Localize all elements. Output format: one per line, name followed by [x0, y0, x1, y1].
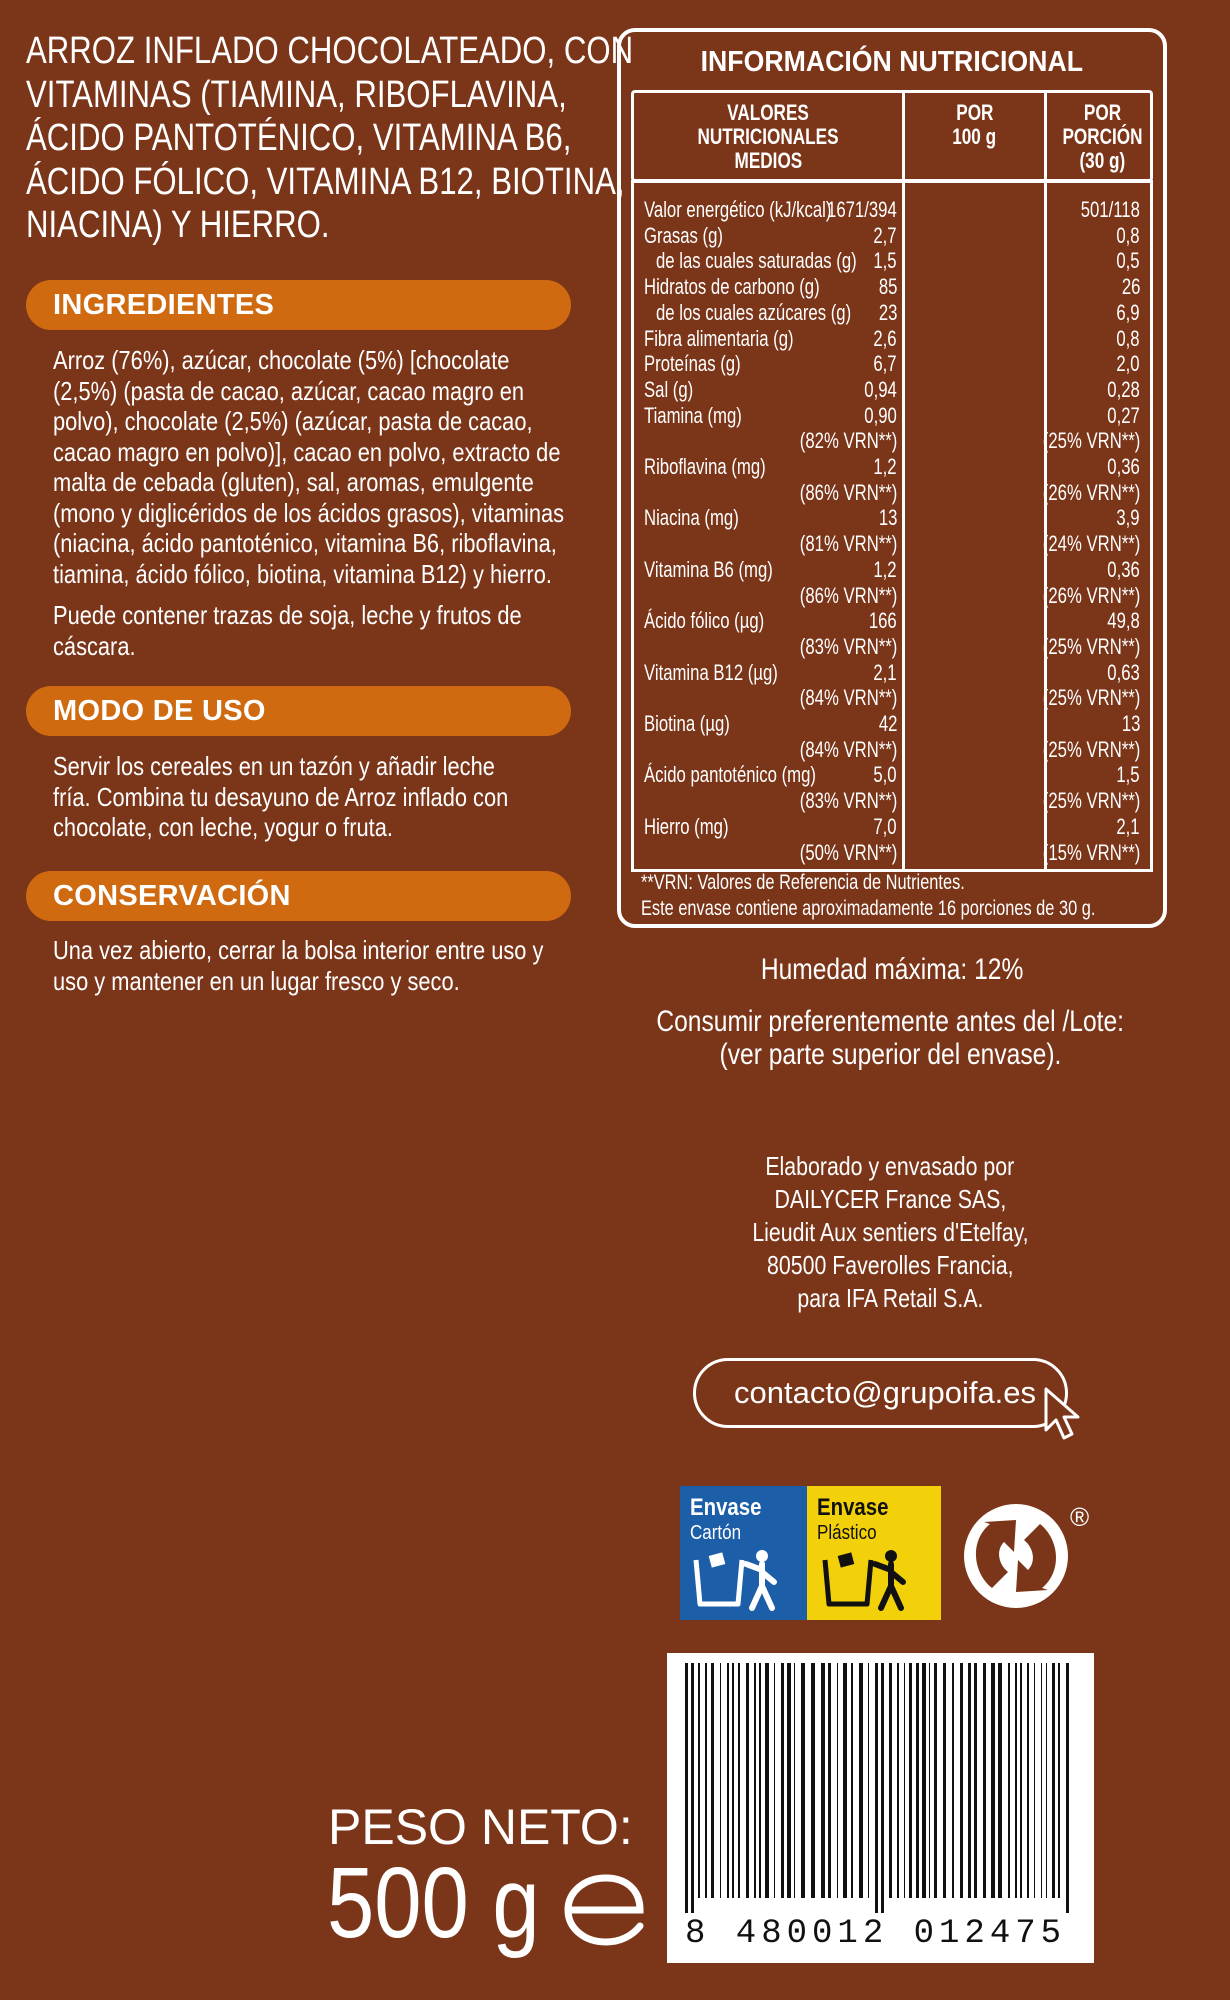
value-per-portion: 501/118 — [1080, 197, 1140, 222]
nutrition-row — [634, 505, 1150, 531]
ingredients-line: cacao magro en polvo)], cacao en polvo, extracto de — [53, 436, 561, 467]
nutrient-label: Sal (g) — [644, 376, 694, 402]
usage-title: MODO DE USO — [53, 695, 266, 727]
value-per-100g: 1,2 — [873, 556, 897, 582]
registered-mark: ® — [1070, 1502, 1090, 1532]
ingredients-line: polvo), chocolate (2,5%) (azúcar, pasta de cacao, — [53, 406, 533, 436]
value-per-portion: 0,27 — [1107, 402, 1140, 428]
nutrient-label: Vitamina B12 (µg) — [644, 659, 778, 685]
ingredients-line: Arroz (76%), azúcar, chocolate (5%) [chocolate — [53, 345, 510, 375]
value-per-100g: 1,5 — [873, 248, 897, 274]
ingredients-title: INGREDIENTES — [53, 289, 275, 321]
barcode-bar — [754, 1663, 756, 1898]
barcode-bar — [1058, 1663, 1060, 1898]
nutrition-row — [634, 454, 1150, 480]
nutrient-label: Riboflavina (mg) — [644, 454, 766, 479]
barcode-bar — [875, 1663, 878, 1913]
nutrition-row — [634, 634, 1150, 660]
nutrient-label: Tiamina (mg) — [644, 402, 742, 428]
value-per-portion: 0,5 — [1116, 248, 1140, 274]
storage-line: Una vez abierto, cerrar la bolsa interior entre uso y — [53, 935, 544, 965]
value-per-100g: 2,7 — [873, 222, 897, 248]
barcode-bar — [685, 1663, 688, 1913]
barcode-bar — [821, 1663, 825, 1898]
barcode-bar — [711, 1663, 714, 1898]
barcode-bar — [837, 1663, 838, 1898]
nutrient-label: Hidratos de carbono (g) — [644, 274, 820, 300]
value-per-100g: 2,1 — [873, 659, 897, 685]
barcode-bar — [968, 1663, 971, 1898]
nutrition-row — [634, 531, 1150, 557]
value-per-portion: 13 — [1121, 711, 1140, 736]
barcode-bar — [881, 1663, 884, 1913]
usage-text — [53, 751, 573, 843]
nutrient-label: Ácido pantoténico (mg) — [644, 762, 816, 788]
allergen-traces — [53, 600, 573, 661]
value-per-portion: 0,36 — [1107, 556, 1140, 582]
footnote-line: Este envase contiene aproximadamente 16 porciones de 30 g. — [641, 896, 1096, 920]
traces-line: cáscara. — [53, 630, 136, 661]
value-per-portion: (26% VRN**) — [1042, 479, 1140, 505]
plastic-subtitle: Plástico — [817, 1522, 877, 1544]
value-per-portion: 0,36 — [1107, 454, 1140, 479]
barcode-bar — [916, 1663, 919, 1898]
description-line: VITAMINAS (TIAMINA, RIBOFLAVINA, — [26, 73, 567, 116]
ingredients-line: malta de cebada (gluten), sal, aromas, emulgente — [53, 467, 534, 497]
value-per-100g: 23 — [878, 299, 897, 325]
value-per-portion: 0,28 — [1107, 376, 1140, 402]
barcode-bar — [998, 1663, 1002, 1898]
value-per-100g: 42 — [878, 711, 897, 736]
carton-bin-icon — [690, 1548, 795, 1612]
value-per-100g: 85 — [878, 274, 897, 300]
nutrient-label: de los cuales azúcares (g) — [656, 299, 852, 325]
footnote-line: **VRN: Valores de Referencia de Nutrientes. — [641, 871, 965, 894]
ingredients-heading — [26, 280, 571, 330]
nutrient-label: de las cuales saturadas (g) — [656, 248, 857, 274]
value-per-100g: (81% VRN**) — [799, 531, 897, 557]
value-per-100g: 5,0 — [873, 762, 897, 788]
barcode-bar — [781, 1663, 784, 1898]
barcode-bar — [691, 1663, 694, 1913]
nutrient-label: Proteínas (g) — [644, 351, 741, 377]
value-per-100g: 2,6 — [873, 325, 897, 351]
barcode-bar — [1008, 1663, 1010, 1898]
description-line: ÁCIDO PANTOTÉNICO, VITAMINA B6, — [26, 117, 572, 159]
barcode-bar — [904, 1663, 905, 1898]
usage-line: fría. Combina tu desayuno de Arroz inflado con — [53, 781, 509, 812]
carton-recycling-badge — [680, 1486, 807, 1620]
value-per-100g: (84% VRN**) — [799, 736, 897, 762]
net-weight-value: 500 g — [327, 1847, 540, 1959]
nutrient-label: Fibra alimentaria (g) — [644, 325, 794, 351]
barcode-bar — [787, 1663, 791, 1898]
value-per-portion: (26% VRN**) — [1042, 582, 1140, 608]
description-line: ARROZ INFLADO CHOCOLATEADO, CON — [26, 30, 634, 72]
value-per-portion: 0,63 — [1107, 659, 1140, 685]
barcode — [667, 1653, 1094, 1963]
barcode-bars — [685, 1663, 1075, 1913]
manufacturer-info: Elaborado y envasado por DAILYCER France SAS, Lieudit Aux sentiers d'Etelfay, 80500 Faverolles Francia, para IFA Retail S.A. — [751, 1151, 1029, 1313]
nutrient-label: Vitamina B6 (mg) — [644, 556, 773, 582]
value-per-100g: 1671/394 — [827, 197, 897, 222]
barcode-bar — [746, 1663, 749, 1898]
barcode-number: 8 480012 012475 — [685, 1915, 1067, 1953]
barcode-bar — [698, 1663, 700, 1898]
barcode-bar — [811, 1663, 815, 1898]
cursor-icon — [1042, 1386, 1092, 1448]
nutrition-body — [631, 180, 1153, 872]
value-per-portion: 6,9 — [1116, 299, 1140, 325]
nutrition-row — [634, 480, 1150, 506]
value-per-portion: 26 — [1121, 274, 1140, 300]
barcode-bar — [1052, 1663, 1055, 1898]
description-line: NIACINA) Y HIERRO. — [26, 204, 330, 246]
nutrition-row — [634, 685, 1150, 711]
storage-line: uso y mantener en un lugar fresco y seco. — [53, 965, 460, 996]
barcode-bar — [738, 1663, 740, 1898]
nutrition-row — [634, 711, 1150, 737]
product-description — [26, 30, 634, 248]
barcode-bar — [974, 1663, 977, 1898]
nutrition-row — [634, 608, 1150, 634]
storage-heading — [26, 871, 571, 921]
value-per-100g: 7,0 — [873, 813, 897, 839]
barcode-bar — [897, 1663, 899, 1898]
value-per-portion: 0,8 — [1116, 325, 1140, 351]
barcode-bar — [1027, 1663, 1029, 1898]
value-per-100g: 166 — [869, 608, 897, 634]
value-per-100g: (84% VRN**) — [799, 685, 897, 711]
header-nutrients: VALORES NUTRICIONALES MEDIOS — [697, 100, 839, 173]
barcode-bar — [952, 1663, 954, 1898]
nutrition-row — [634, 840, 1150, 866]
barcode-bar — [732, 1663, 734, 1898]
ingredients-line: (mono y diglicéridos de los ácidos grasos), vitaminas — [53, 497, 565, 528]
barcode-bar — [720, 1663, 721, 1898]
plastic-title: Envase — [817, 1494, 889, 1521]
value-per-100g: 1,2 — [873, 454, 897, 479]
value-per-100g: (83% VRN**) — [799, 633, 897, 659]
barcode-bar — [1041, 1663, 1042, 1898]
nutrition-row — [634, 326, 1150, 352]
plastic-recycling-badge — [807, 1486, 941, 1620]
nutrition-row — [634, 197, 1150, 223]
barcode-bar — [801, 1663, 805, 1898]
nutrition-row — [634, 351, 1150, 377]
nutrition-header — [631, 90, 1153, 182]
nutrition-row — [634, 300, 1150, 326]
nutrient-label: Ácido fólico (µg) — [644, 608, 765, 634]
nutrient-label: Niacina (mg) — [644, 505, 739, 531]
value-per-portion: (15% VRN**) — [1042, 839, 1140, 865]
nutrition-row — [634, 557, 1150, 583]
barcode-bar — [983, 1663, 986, 1898]
barcode-bar — [1020, 1663, 1022, 1898]
value-per-portion: 1,5 — [1116, 762, 1140, 788]
barcode-bar — [774, 1663, 775, 1898]
nutrient-label: Valor energético (kJ/kcal) — [644, 197, 832, 222]
value-per-100g: (82% VRN**) — [799, 428, 897, 454]
value-per-100g: 0,90 — [864, 402, 897, 428]
barcode-bar — [794, 1663, 795, 1898]
nutrition-row — [634, 737, 1150, 763]
value-per-100g: 0,94 — [864, 376, 897, 402]
barcode-bar — [1015, 1663, 1017, 1898]
nutrition-row — [634, 660, 1150, 686]
contact-email-button[interactable] — [693, 1358, 1068, 1428]
value-per-100g: 13 — [878, 505, 897, 531]
value-per-100g: (50% VRN**) — [799, 839, 897, 865]
barcode-bar — [960, 1663, 963, 1898]
value-per-100g: 6,7 — [873, 351, 897, 377]
barcode-bar — [991, 1663, 995, 1898]
nutrition-row — [634, 377, 1150, 403]
description-line: ÁCIDO FÓLICO, VITAMINA B12, BIOTINA, — [26, 160, 625, 203]
value-per-portion: (24% VRN**) — [1042, 531, 1140, 557]
carton-subtitle: Cartón — [690, 1522, 742, 1544]
value-per-100g: (83% VRN**) — [799, 788, 897, 814]
storage-text — [53, 935, 573, 996]
barcode-bar — [859, 1663, 863, 1898]
ingredients-line: (2,5%) (pasta de cacao, azúcar, cacao magro en — [53, 375, 525, 406]
barcode-bar — [705, 1663, 707, 1898]
nutrition-row — [634, 223, 1150, 249]
barcode-bar — [828, 1663, 831, 1898]
nutrition-row — [634, 428, 1150, 454]
nutrition-row — [634, 814, 1150, 840]
green-dot-recycling-icon — [960, 1500, 1072, 1612]
value-per-portion: (25% VRN**) — [1042, 428, 1140, 454]
barcode-bar — [943, 1663, 946, 1898]
barcode-bar — [1066, 1663, 1069, 1913]
nutrition-footnote — [631, 870, 1153, 920]
barcode-bar — [765, 1663, 769, 1898]
best-before: Consumir preferentemente antes del /Lote: (ver parte superior del envase). — [656, 1005, 1124, 1071]
barcode-bar — [727, 1663, 729, 1898]
nutrition-row — [634, 274, 1150, 300]
barcode-bar — [909, 1663, 912, 1898]
value-per-portion: 0,8 — [1116, 222, 1140, 248]
barcode-bar — [1034, 1663, 1035, 1898]
value-per-portion: 2,1 — [1116, 813, 1140, 839]
barcode-bar — [889, 1663, 892, 1898]
ingredients-line: tiamina, ácido fólico, biotina, vitamina B12) y hierro. — [53, 558, 552, 589]
value-per-portion: 3,9 — [1116, 505, 1140, 531]
nutrient-label: Biotina (µg) — [644, 711, 730, 736]
carton-title: Envase — [690, 1494, 762, 1521]
nutrition-row — [634, 403, 1150, 429]
nutrition-row — [634, 583, 1150, 609]
nutrition-table — [617, 28, 1167, 928]
nutrition-row — [634, 762, 1150, 788]
barcode-bar — [851, 1663, 853, 1898]
traces-line: Puede contener trazas de soja, leche y frutos de — [53, 600, 522, 630]
barcode-bar — [759, 1663, 761, 1898]
contact-email[interactable]: contacto@grupoifa.es — [734, 1375, 1037, 1410]
barcode-bar — [922, 1663, 926, 1898]
barcode-bar — [868, 1663, 869, 1898]
usage-heading — [26, 686, 571, 736]
storage-title: CONSERVACIÓN — [53, 880, 291, 912]
usage-line: Servir los cereales en un tazón y añadir leche — [53, 751, 495, 781]
nutrient-label: Hierro (mg) — [644, 813, 729, 839]
barcode-bar — [1046, 1663, 1047, 1898]
humidity-text: Humedad máxima: 12% — [760, 953, 1024, 986]
value-per-portion: 49,8 — [1107, 608, 1140, 634]
value-per-portion: (25% VRN**) — [1042, 736, 1140, 762]
value-per-portion: (25% VRN**) — [1042, 685, 1140, 711]
nutrition-title: INFORMACIÓN NUTRICIONAL — [700, 46, 1084, 78]
usage-line: chocolate, con leche, yogur o fruta. — [53, 812, 393, 842]
estimated-sign-icon — [560, 1870, 650, 1950]
header-per-100g: POR 100 g — [952, 100, 997, 149]
barcode-bar — [934, 1663, 937, 1898]
plastic-bin-icon — [819, 1548, 924, 1612]
value-per-portion: (25% VRN**) — [1042, 633, 1140, 659]
net-weight-label: PESO NETO: — [328, 1799, 633, 1855]
nutrition-row — [634, 248, 1150, 274]
barcode-bar — [843, 1663, 847, 1898]
ingredients-line: (niacina, ácido pantoténico, vitamina B6, riboflavina, — [53, 528, 557, 558]
barcode-bar — [929, 1663, 930, 1898]
value-per-100g: (86% VRN**) — [799, 582, 897, 608]
value-per-portion: 2,0 — [1116, 351, 1140, 377]
value-per-100g: (86% VRN**) — [799, 479, 897, 505]
ingredients-text — [53, 345, 573, 589]
nutrition-row — [634, 788, 1150, 814]
value-per-portion: (25% VRN**) — [1042, 788, 1140, 814]
nutrient-label: Grasas (g) — [644, 222, 723, 248]
header-per-portion: POR PORCIÓN (30 g) — [1062, 100, 1143, 173]
